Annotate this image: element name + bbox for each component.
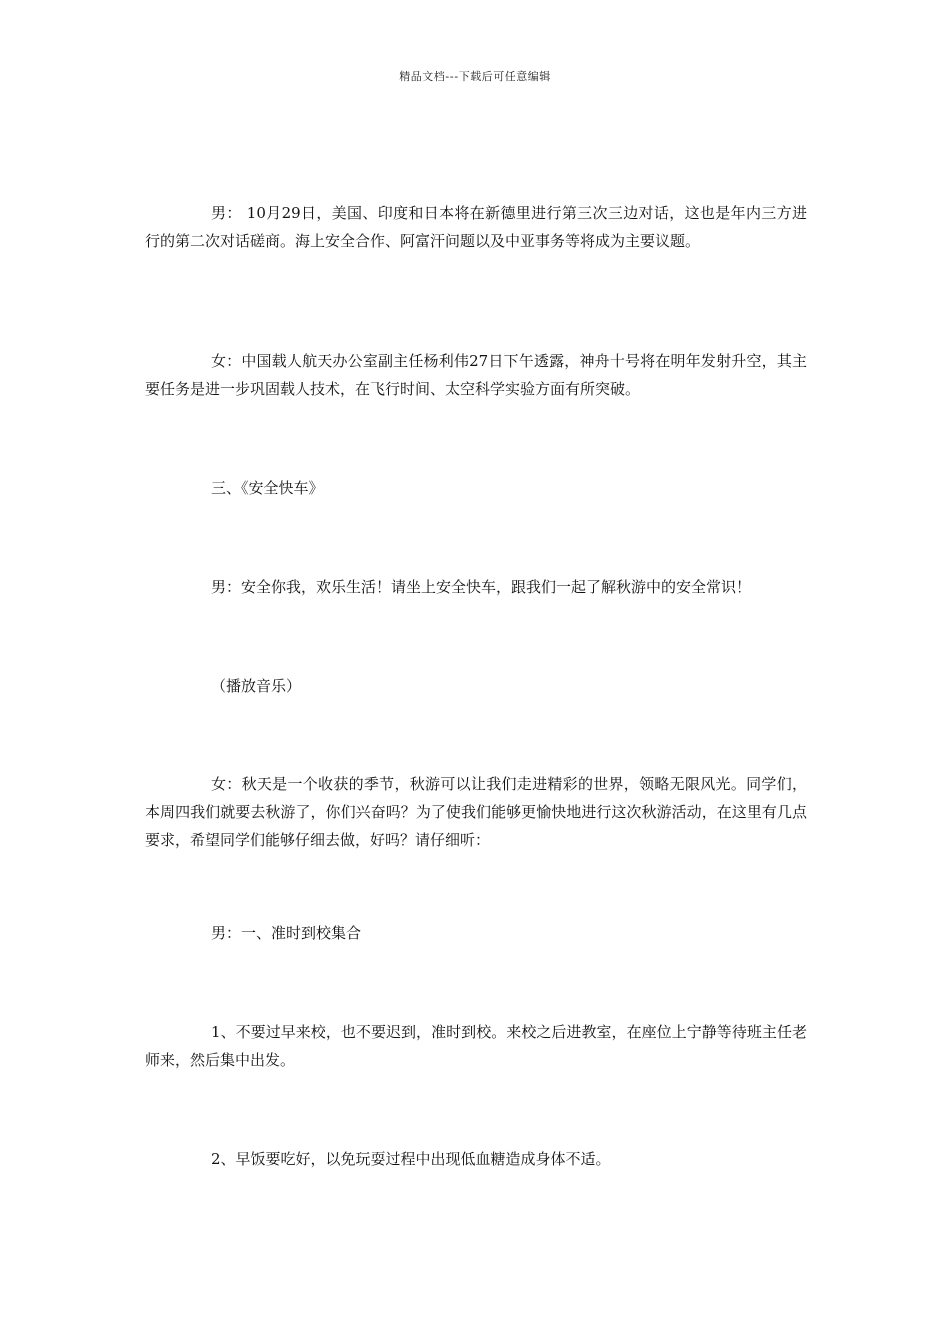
paragraph-male-rule-one-heading: 男：一、准时到校集合 — [211, 924, 362, 942]
paragraph-female-news-shenzhou: 女：中国载人航天办公室副主任杨利伟27日下午透露，神舟十号将在明年发射升空，其主要任务是进一步巩固载人技术，在飞行时间、太空科学实验方面有所突破。 — [145, 352, 807, 398]
paragraph-play-music: （播放音乐） — [211, 677, 302, 695]
page-header: 精品文档---下载后可任意编辑 — [399, 70, 551, 83]
paragraph-rule-item-1: 1、不要过早来校，也不要迟到，准时到校。来校之后进教室，在座位上宁静等待班主任老师来，然后集中出发。 — [145, 1023, 807, 1069]
paragraph-male-safety-intro: 男：安全你我，欢乐生活！请坐上安全快车，跟我们一起了解秋游中的安全常识！ — [211, 578, 752, 596]
paragraph-female-autumn-outing: 女：秋天是一个收获的季节，秋游可以让我们走进精彩的世界，领略无限风光。同学们，本周四我们就要去秋游了，你们兴奋吗？为了使我们能够更愉快地进行这次秋游活动，在这里有几点要求，希望同学们能够仔细去做，好吗？请仔细听： — [145, 775, 807, 849]
paragraph-male-news-trilateral-dialogue: 男： 10月29日，美国、印度和日本将在新德里进行第三次三边对话，这也是年内三方进行的第二次对话磋商。海上安全合作、阿富汗问题以及中亚事务等将成为主要议题。 — [145, 204, 807, 250]
section-heading-safety-express: 三、《安全快车》 — [211, 479, 324, 497]
paragraph-rule-item-2: 2、早饭要吃好，以免玩耍过程中出现低血糖造成身体不适。 — [211, 1150, 611, 1168]
